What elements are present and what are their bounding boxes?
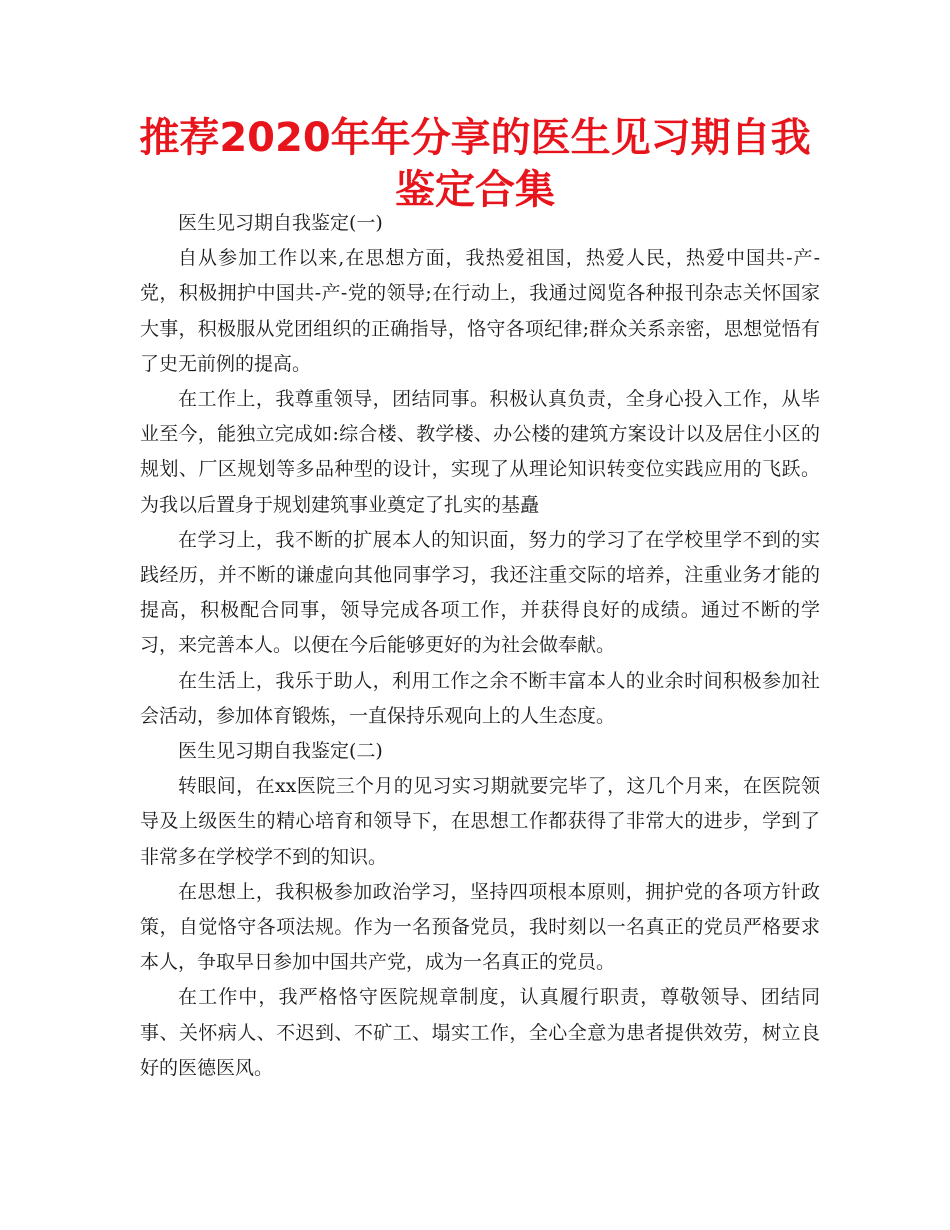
paragraph-study: 在学习上，我不断的扩展本人的知识面，努力的学习了在学校里学不到的实践经历，并不断的谦虚向其他同事学习，我还注重交际的培养，注重业务才能的提高，积极配合同事，领导完成各项工作，并获得良好的成绩。通过不断的学习，来完善本人。以便在今后能够更好的为社会做奉献。 [140,528,820,657]
document-body [140,206,820,1086]
paragraph-life: 在生活上，我乐于助人，利用工作之余不断丰富本人的业余时间积极参加社会活动，参加体育锻炼，一直保持乐观向上的人生态度。 [140,669,820,727]
paragraph-intro-2: 转眼间，在xx医院三个月的见习实习期就要完毕了，这几个月来，在医院领导及上级医生的精心培育和领导下，在思想工作都获得了非常大的进步，学到了非常多在学校学不到的知识。 [140,775,820,868]
paragraph-thoughts: 自从参加工作以来,在思想方面，我热爱祖国，热爱人民，热爱中国共-产-党，积极拥护中国共-产-党的领导;在行动上，我通过阅览各种报刊杂志关怀国家大事，积极服从党团组织的正确指导，恪守各项纪律;群众关系亲密，思想觉悟有了史无前例的提高。 [140,247,820,375]
section-heading-2: 医生见习期自我鉴定(二) [178,740,383,763]
document-title: 推荐2020年年分享的医生见习期自我鉴定合集 [139,115,811,213]
paragraph-thoughts-2: 在思想上，我积极参加政治学习，坚持四项根本原则，拥护党的各项方针政策，自觉恪守各项法规。作为一名预备党员，我时刻以一名真正的党员严格要求本人，争取早日参加中国共产党，成为一名真正的党员。 [140,880,820,974]
paragraph-work-2: 在工作中，我严格恪守医院规章制度，认真履行职责，尊敬领导、团结同事、关怀病人、不迟到、不矿工、塌实工作，全心全意为患者提供效劳，树立良好的医德医风。 [140,986,820,1079]
section-heading-1: 医生见习期自我鉴定(一) [178,212,383,234]
paragraph-work: 在工作上，我尊重领导，团结同事。积极认真负责，全身心投入工作，从毕业至今，能独立完成如:综合楼、教学楼、办公楼的建筑方案设计以及居住小区的规划、厂区规划等多品种型的设计，实现了从理论知识转变位实践应用的飞跃。为我以后置身于规划建筑事业奠定了扎实的基矗 [140,388,820,516]
